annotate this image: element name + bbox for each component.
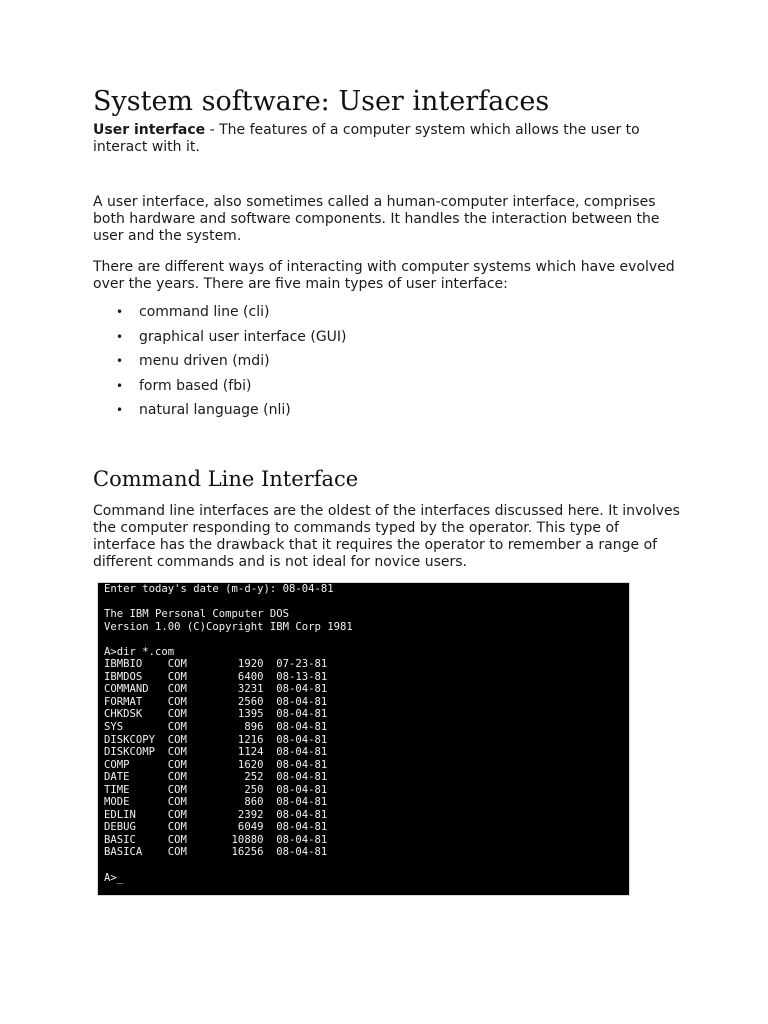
list-item: [93, 353, 347, 378]
terminal-line: IBMDOS COM 6400 08-13-81: [104, 670, 328, 683]
terminal-line: CHKDSK COM 1395 08-04-81: [104, 708, 328, 721]
terminal-line: BASICA COM 16256 08-04-81: [104, 846, 328, 859]
terminal-line: BASIC COM 10880 08-04-81: [104, 833, 328, 846]
terminal-line: The IBM Personal Computer DOS: [104, 608, 289, 621]
terminal-screenshot: [97, 582, 630, 896]
bullet-icon: •: [116, 354, 124, 368]
list-item-text: natural language (nli): [139, 402, 291, 418]
definition-term: User interface: [93, 122, 206, 138]
terminal-line: DISKCOMP COM 1124 08-04-81: [104, 746, 328, 759]
terminal-line: TIME COM 250 08-04-81: [104, 783, 328, 796]
terminal-line: EDLIN COM 2392 08-04-81: [104, 808, 328, 821]
terminal-line: COMMAND COM 3231 08-04-81: [104, 683, 328, 696]
list-item-text: form based (fbi): [139, 377, 252, 394]
terminal-line: DEBUG COM 6049 08-04-81: [104, 821, 328, 834]
terminal-line: MODE COM 860 08-04-81: [104, 796, 328, 809]
cli-paragraph: Command line interfaces are the oldest of the interfaces discussed here. It involves the computer responding to commands typed by the operator. This type of interface has the drawback that it requires the operator to remember a range of different commands and is not ideal for novice users.: [93, 503, 680, 570]
terminal-line: Enter today's date (m-d-y): 08-04-81: [104, 583, 334, 595]
list-item: [93, 329, 347, 354]
interface-types-list: [93, 304, 347, 427]
terminal-line: IBMBIO COM 1920 07-23-81: [104, 658, 328, 671]
terminal-line: COMP COM 1620 08-04-81: [104, 758, 328, 771]
bullet-icon: •: [116, 329, 124, 344]
terminal-line: SYS COM 896 08-04-81: [104, 721, 328, 734]
terminal-line: FORMAT COM 2560 08-04-81: [104, 695, 328, 708]
bullet-icon: •: [116, 378, 124, 393]
list-item-text: command line (cli): [139, 304, 270, 320]
bullet-icon: •: [116, 403, 124, 417]
definition-paragraph: [93, 122, 683, 156]
terminal-line: Version 1.00 (C)Copyright IBM Corp 1981: [104, 620, 353, 633]
terminal-line: A>_: [104, 871, 124, 884]
section-heading: Command Line Interface: [93, 467, 359, 491]
intro-paragraph: A user interface, also sometimes called a human-computer interface, comprises both hardware and software components. It handles the interaction between the user and the system.: [93, 194, 660, 244]
terminal-output: [104, 583, 353, 884]
list-item-text: menu driven (mdi): [139, 353, 270, 369]
page-title: System software: User interfaces: [93, 86, 550, 117]
terminal-line: DISKCOPY COM 1216 08-04-81: [104, 733, 328, 746]
definition-text: - The features of a computer system which allows the user to interact with it.: [93, 122, 640, 155]
list-item: [93, 304, 347, 329]
list-item: [93, 378, 347, 403]
terminal-line: DATE COM 252 08-04-81: [104, 771, 328, 784]
list-item-text: graphical user interface (GUI): [139, 328, 347, 345]
list-item: [93, 402, 347, 427]
terminal-line: A>dir *.com: [104, 645, 175, 658]
types-paragraph: There are different ways of interacting with computer systems which have evolved over the years. There are five main types of user interface:: [93, 259, 675, 292]
bullet-icon: •: [116, 305, 124, 319]
